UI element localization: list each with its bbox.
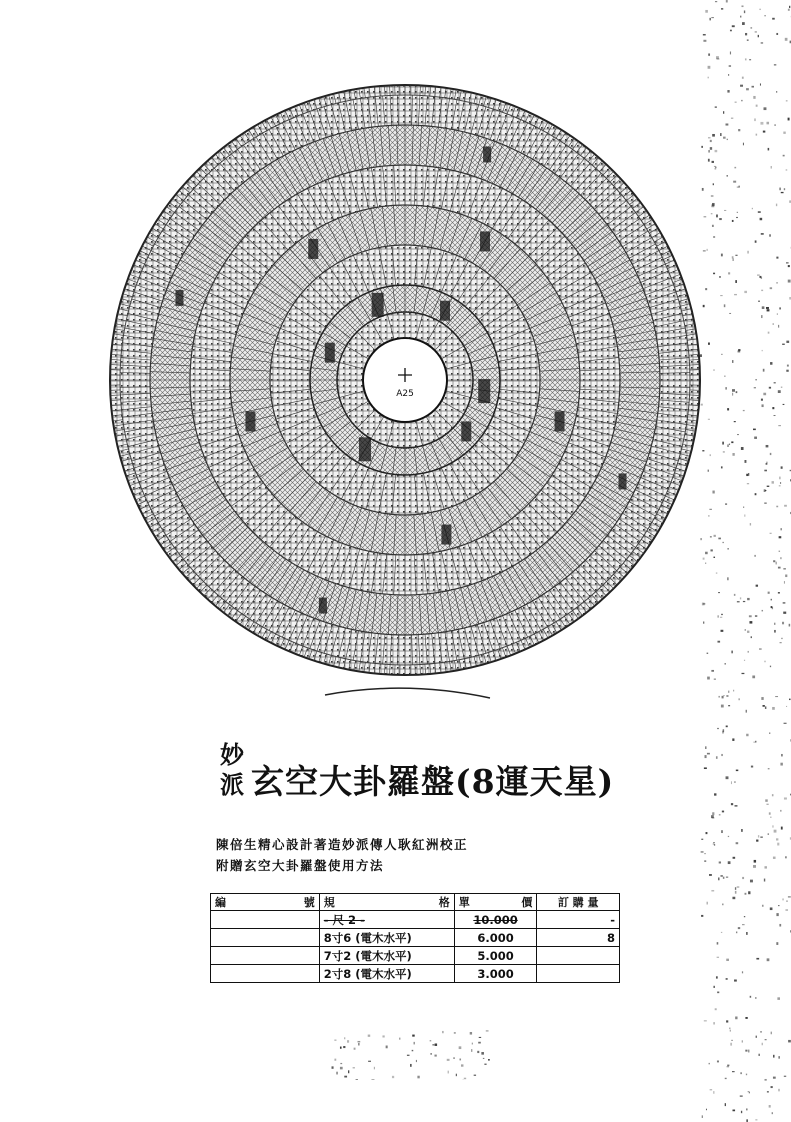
scan-edge-noise <box>700 0 791 1122</box>
cell-order <box>537 947 620 965</box>
header-code: 編 號 <box>211 894 320 911</box>
cell-price: 5.000 <box>454 947 537 965</box>
cell-order: - <box>537 911 620 929</box>
cell-code <box>211 947 320 965</box>
table-row <box>211 911 620 929</box>
table-row <box>211 965 620 983</box>
cell-spec: 7寸2 (電木水平) <box>319 947 454 965</box>
cell-price: 6.000 <box>454 929 537 947</box>
compass-body <box>110 85 700 698</box>
scan-bottom-noise <box>330 1030 490 1080</box>
compass-center-label: A25 <box>396 389 414 399</box>
cell-code <box>211 965 320 983</box>
cell-spec: 8寸6 (電木水平) <box>319 929 454 947</box>
cell-code <box>211 929 320 947</box>
header-order: 訂 購 量 <box>537 894 620 911</box>
cell-spec: - 尺 2 - <box>319 911 454 929</box>
compass-base-arc <box>325 688 490 698</box>
cell-price: 10.000 <box>454 911 537 929</box>
title-prefix-line2: 派 <box>220 770 244 799</box>
price-table <box>210 893 620 983</box>
cell-price: 3.000 <box>454 965 537 983</box>
header-spec: 規 格 <box>319 894 454 911</box>
cell-code <box>211 911 320 929</box>
cell-order <box>537 965 620 983</box>
product-title <box>215 740 635 804</box>
cell-spec: 2寸8 (電木水平) <box>319 965 454 983</box>
table-row <box>211 929 620 947</box>
header-price: 單 價 <box>454 894 537 911</box>
table-row <box>211 947 620 965</box>
cell-order: 8 <box>537 929 620 947</box>
title-prefix <box>215 740 249 800</box>
title-prefix-line1: 妙 <box>220 740 244 769</box>
subtitle-designer: 陳倍生精心設計著造妙派傳人耿紅洲校正 <box>216 837 469 852</box>
title-main: 玄空大卦羅盤(8運天星) <box>251 762 615 801</box>
table-header-row <box>211 894 620 911</box>
subtitle-bonus: 附贈玄空大卦羅盤使用方法 <box>216 858 385 873</box>
